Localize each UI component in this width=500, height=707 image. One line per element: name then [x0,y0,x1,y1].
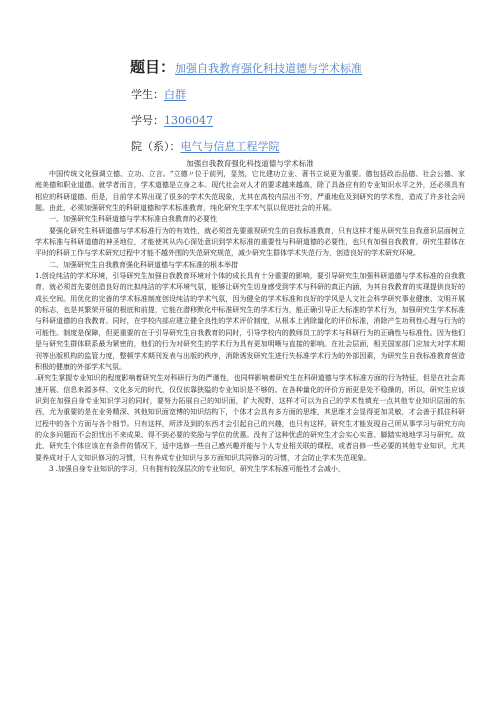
article-title: 加强自我教育强化科技道德与学术标准 [186,159,314,168]
student-id: 1306047 [164,114,213,127]
article-body [35,169,465,475]
section-heading-1: 一、加强研究生科研道德与学术标准自我教育的必要性 [49,215,217,224]
student-row [131,86,186,102]
paragraph-intro: 中国传统文化强调立德、立功、立言。“立德〃位于前列，显然，它比建功立业、著书立说更为重要。德包括政治品德、社会公德、家庭美德和职业道德。就学者而言，学术道德是立身之本。现代社会对人才的要求越来越高，除了具备应有的专业知识水平之外，还必须具有相应的科研道德。但是，目前学术界出现了很多的学术失范现象，尤其在高校内层出不穷，严重地危及到研究的学术性，造成了许多社会问题。由此，必须加强研究生的科研道德和学术标准教育，纯化研究生学术气氛以促进社会的开展。 [35,170,465,213]
student-name: 白群 [164,88,186,101]
department-name: 电气与信息工程学院 [180,140,280,153]
department-row [131,138,280,154]
section-heading-2: 二、加强研究生自我教育强化科研道德与学术标准的根本举措 [49,260,238,269]
paragraph-measure-1: 1.创设纯洁的学术环境，引导研究生加强自我教育环境对个体的成长具有十分重要的影响，要引导研究生加强科研道德与学术标准的自我教育，就必须首先要创造良好的比拟纯洁的学术环境气氛，能够让研究生切身感受到学术与科研的真正内涵，为其自我教育的实现提供良好的成长空间。用优化的完善的学术标准制度创设纯洁的学术气氛，因为健全的学术标准和良好的学风是人文社会科学研究事业健康、文明开展的标志，也是其繁荣开展的根底和前提，它能在潜移默化中标准研究生的学术行为，能正确引导正大标准的学术行为，加强研究生学术标准与科研道德的自我教育。同时，在学校内部应建立健全良性的学术评价制度，从根本上消除量化的评价标准，消除产生功利性心理与行为的可能性。制度是保障，但更重要的在于引导研究生自我教育的同时，引导学校内的教师员工的学术与科研行为的正确性与标准性。因为他们是与研究生群体联系最为紧密的，他们的行为对研究生的学术行为具有更加明晰与直接的影响。在社会层面，相关国家部门应加大对学术期刊等出版机构的监管力度，整顿学术期刊发表与出版的秩序，消除诱发研究生进行失标准学术行为的外部因素，为研究生自我标准教育营造积极的健康的外部学术气氛。 [35,272,465,371]
student-id-label: 学号： [131,114,164,127]
paragraph-measure-3: 3 .加强自身专业知识的学习，只有拥有较深层次的专业知识，研究生学术标准可能性才会减小， [49,464,345,473]
title-text: 加强自我教育强化科技道德与学术标准 [175,62,363,75]
paragraph-measure-2: .研究生掌握专业知识的程度影响着研究生对科研行为的严谨性，也同样影响着研究生在科研道德与学术标准方面的行为特征，但是在社会高速开展、信息来源多样、文化多元的时代，仅仅依靠狭隘的专业知识是不够的。在各种量化的评价方面更是处不稳操的，所以，研究生应该识到在加强自身专业知识学习的同时，要努力拓展自己的知识面，扩大视野，这样才可以为自己的学术性填充一点其他专业知识层面的东西，尤为重要的是在业务精深、其他知识面宽博的知识结构下，个体才会具有多方面的思维，其思维才会显得更加灵敏，才会善于抓住科研过程中的各个方面与各个细节。只有这样，所涉及到的东西才会引起自己的兴趣，也只有这样，研究生才能发现自己所从事学习与研究方向的众多问题而不会担忧出不来成果、得不到必要的奖励与学位的优惠。没有了这种忧虑的研究生才会实心实意、脚踏实地地学习与研究。故此，研究生个体应该在有条件的情况下，适中选修一些自己感兴趣并能与个人专业相关联的课程，或者自修一些必要的其他专业知识，尤其要养成对于人文知识修习的习惯，只有养成专业知识与多方面知识共同修习的习惯，才会防止学术失范现象。 [35,374,465,462]
department-label: 院（系）： [131,140,181,153]
student-label: 学生： [131,88,164,101]
student-id-row [131,112,213,128]
title-row [130,56,490,77]
paragraph-necessity: 要强化研究生科研道德与学术标准行为的有效性，就必须首先要重视研究生的自我标准教育，只有这样才能从研究生自我意识层面树立学术标准与科研道德的神圣地位，才能使其从内心深处意识到学术标准的重要性与科研道德的必要性，也只有加强自我教育，研究生群体在平时的科研工作与学术研究过程中才能不越外围的失范研究规范，减少研究生群体学术失范行为，创造良好的学术研究环境。 [35,226,465,258]
title-label: 题目： [130,58,176,76]
